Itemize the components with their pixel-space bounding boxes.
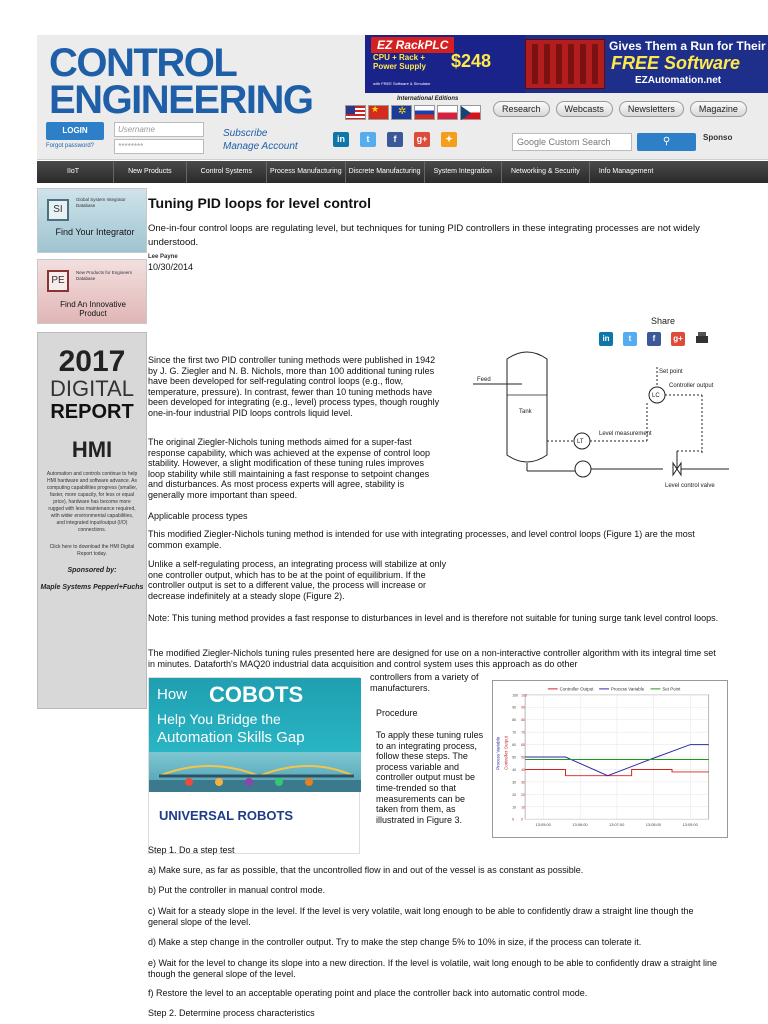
chart-y2-tick-label: 70 <box>521 730 525 735</box>
heading-procedure: Procedure <box>376 708 418 718</box>
report-description: Automation and controls continue to help HMI hardware and software advance. As computing capabilities progress (smaller, faster, more capacity, for less or equal price), hardware has become more rugged with less maintenance required, with wider environmental capabilities, and integrated input/output (I/O) connections. <box>46 471 138 533</box>
pe-subtitle: New Products for Engineers Database <box>76 270 133 281</box>
nav-webcasts[interactable]: Webcasts <box>556 101 613 117</box>
universal-robots-ad[interactable] <box>148 677 360 854</box>
article-date: 10/30/2014 <box>148 262 194 272</box>
figure-1-level-control-diagram <box>457 323 737 489</box>
step-1b: b) Put the controller in manual control mode. <box>148 885 326 895</box>
menu-iiot[interactable]: IIoT <box>37 161 114 183</box>
step-1-heading: Step 1. Do a step test <box>148 845 235 855</box>
chart-y-tick-label: 80 <box>512 718 517 723</box>
international-editions-label: International Editions <box>397 96 459 102</box>
header-social-icons <box>333 132 457 147</box>
chart-y2-tick-label: 0 <box>521 817 524 822</box>
fig1-lc-label: LC <box>652 393 660 399</box>
chart-y-tick-label: 30 <box>512 780 517 785</box>
nav-magazine[interactable]: Magazine <box>690 101 747 117</box>
search-button[interactable] <box>637 133 696 151</box>
password-input[interactable]: ******** <box>114 139 204 154</box>
share-icon[interactable]: ✦ <box>441 132 457 147</box>
chart-y-tick-label: 60 <box>512 743 517 748</box>
chart-y-tick-label: 50 <box>512 755 517 760</box>
paragraph-6: The modified Ziegler-Nichols tuning rules presented here are designed for use on a non-interactive controller algorithm with its integral time set in minutes. Dataforth's MAQ20 industrial data acquisition and control system uses this approach as do other <box>148 648 716 669</box>
page <box>37 35 768 1024</box>
heading-applicable-process-types: Applicable process types <box>148 511 248 521</box>
cobots-how: How <box>157 686 188 703</box>
chart-y2-tick-label: 30 <box>521 780 525 785</box>
chart-y2-tick-label: 40 <box>521 767 525 772</box>
site-logo[interactable] <box>49 43 349 125</box>
chart-x-tick-label: 13:09:00 <box>682 822 698 828</box>
menu-control-systems[interactable]: Control Systems <box>187 161 267 183</box>
menu-discrete-manufacturing[interactable]: Discrete Manufacturing <box>346 161 425 183</box>
fig1-controller-output-label: Controller output <box>669 383 714 389</box>
login-button[interactable]: LOGIN <box>46 122 104 140</box>
report-word: REPORT <box>50 401 134 423</box>
chart-y2-tick-label: 20 <box>521 792 525 797</box>
cobots-line-2: Help You Bridge the <box>157 711 281 727</box>
step-1a: a) Make sure, as far as possible, that the uncontrolled flow in and out of the vessel is as constant as possible. <box>148 865 584 875</box>
google-plus-icon[interactable]: g+ <box>414 132 430 147</box>
fig1-tank-label: Tank <box>519 409 532 415</box>
article-author[interactable]: Lee Payne <box>148 254 178 260</box>
article-lede: One-in-four control loops are regulating level, but techniques for tuning PID controllers in these integrating processes are not widely understood. <box>148 223 700 248</box>
menu-info-management[interactable]: Info Management <box>598 168 654 175</box>
linkedin-icon[interactable]: in <box>333 132 349 147</box>
fig1-set-point-label: Set point <box>659 369 683 375</box>
chart-x-tick-label: 13:08:00 <box>645 822 662 828</box>
step-1c: c) Wait for a steady slope in the level. If the level is very volatile, wait long enough to be able to confidently draw a straight line though the general slope of the level. <box>148 906 694 927</box>
flag-us-icon[interactable] <box>345 105 366 120</box>
chart-y-tick-label: 20 <box>512 792 517 797</box>
si-badge: SI <box>47 199 69 221</box>
username-input[interactable]: Username <box>114 122 204 137</box>
logo-line-1: CONTROL <box>49 41 237 85</box>
report-digital: DIGITAL <box>50 376 134 401</box>
chart-y-tick-label: 0 <box>512 817 515 822</box>
figure-3-trend-chart <box>492 680 728 838</box>
share-linkedin-icon[interactable]: in <box>599 332 613 346</box>
ad-right-panel <box>609 35 768 93</box>
chart-y2-tick-label: 90 <box>521 705 525 710</box>
report-year: 2017 <box>58 345 126 378</box>
twitter-icon[interactable]: t <box>360 132 376 147</box>
si-subtitle: Global System Integrator Database <box>76 197 126 208</box>
article-title: Tuning PID loops for level control <box>148 195 371 211</box>
step-2-heading: Step 2. Determine process characteristics <box>148 1008 315 1018</box>
flag-czech-icon[interactable] <box>460 105 481 120</box>
ad-left-panel <box>365 35 525 93</box>
step-1f: f) Restore the level to an acceptable operating point and place the controller back into automatic control mode. <box>148 988 588 998</box>
logo-line-2: ENGINEERING <box>49 78 313 122</box>
chart-y-tick-label: 70 <box>512 730 517 735</box>
fig1-lt-label: LT <box>577 439 584 445</box>
ad-plc-rack-image <box>525 39 605 89</box>
chart-y2-tick-label: 100 <box>521 693 527 698</box>
chart-y2-tick-label: 50 <box>521 755 525 760</box>
paragraph-7: To apply these tuning rules to an integrating process, follow these steps. The process variable and controller output must be time-trended so that measurements can be taken from them, as illustrated in Figure 3. <box>376 730 484 825</box>
fig1-level-measurement-label: Level measurement <box>599 431 652 437</box>
manage-account-link[interactable]: Manage Account <box>223 141 298 152</box>
nav-newsletters[interactable]: Newsletters <box>619 101 684 117</box>
fig1-feed-label: Feed <box>477 377 491 383</box>
chart-y2-axis-label: Controller Output <box>503 736 509 770</box>
new-products-promo[interactable] <box>37 259 147 324</box>
ad-price: $248 <box>451 51 492 71</box>
chart-x-tick-label: 13:07:00 <box>609 822 625 828</box>
paragraph-1: Since the first two PID controller tuning methods were published in 1942 by J. G. Ziegler and N. B. Nichols, more than 100 additional tuning rules have been developed for self-regulating control loops (e.g., flow, temperature, pressure). In contrast, fewer than 10 tuning methods have been developed for integrating (e.g., level) process types, though roughly one-in-four industrial PID loops controls liquid level. <box>148 355 440 418</box>
menu-system-integration[interactable]: System Integration <box>425 161 502 183</box>
share-google-plus-icon[interactable]: g+ <box>671 332 685 346</box>
chart-y-tick-label: 100 <box>512 693 519 698</box>
ad-fine-print: with FREE Software & Simulator <box>373 81 431 86</box>
subscribe-link[interactable]: Subscribe <box>223 128 268 139</box>
share-facebook-icon[interactable]: f <box>647 332 661 346</box>
chart-y-axis-label: Process Variable <box>495 736 501 770</box>
paragraph-6-continued: controllers from a variety of manufacturers. <box>370 672 479 693</box>
si-title: Find Your Integrator <box>55 227 135 237</box>
report-download-link[interactable]: Click here to download the HMI Digital Report today. <box>49 544 135 557</box>
flag-russia-icon[interactable] <box>414 105 435 120</box>
flag-eu-icon[interactable] <box>391 105 412 120</box>
chart-x-tick-label: 13:05:00 <box>535 822 551 828</box>
paragraph-5: Note: This tuning method provides a fast response to disturbances in level and is therefore not suitable for tuning surge tank level control loops. <box>148 613 719 623</box>
facebook-icon[interactable]: f <box>387 132 403 147</box>
menu-new-products[interactable]: New Products <box>114 161 187 183</box>
share-twitter-icon[interactable]: t <box>623 332 637 346</box>
search-icon: ⚲ <box>662 136 671 147</box>
step-1e: e) Wait for the level to change its slope into a new direction. If the level is volatile, wait long enough to be able to confidently draw a straight line though the general slope of the level. <box>148 958 717 979</box>
report-sponsored-label: Sponsored by: <box>67 567 117 574</box>
forgot-password-link[interactable]: Forgot password? <box>46 143 95 149</box>
site-header <box>37 35 768 160</box>
menu-process-manufacturing[interactable]: Process Manufacturing <box>267 161 346 183</box>
fig1-valve-label: Level control valve <box>665 483 715 489</box>
chart-legend-label: Controller Output <box>559 686 594 692</box>
pe-badge: PE <box>47 270 69 292</box>
sponsor-label: Sponso <box>703 133 733 142</box>
ad-headline: Gives Them a Run for Their <box>609 39 766 53</box>
chart-y2-tick-label: 60 <box>521 743 525 748</box>
chart-y-tick-label: 10 <box>512 805 517 810</box>
edition-flags <box>345 105 481 120</box>
share-label: Share <box>651 316 676 326</box>
ad-headline-2: FREE Software <box>611 53 741 73</box>
top-nav <box>493 101 747 117</box>
ad-brand: EZ RackPLC <box>371 37 454 53</box>
flag-poland-icon[interactable] <box>437 105 458 120</box>
digital-report-ad[interactable] <box>37 332 147 709</box>
main-menu <box>37 161 768 183</box>
paragraph-4: Unlike a self-regulating process, an integrating process will stabilize at only one controller output, which has to be at the point of equilibrium. If the controller output is set to a different value, the process will increase or decrease indefinitely at a steady slope (Figure 2). <box>148 559 447 601</box>
report-sponsor-names: Maple Systems Pepperl+Fuchs <box>40 584 144 591</box>
universal-robots-logo: UNIVERSAL ROBOTS <box>159 808 294 823</box>
ad-offer: CPU + Rack + Power Supply <box>373 53 426 71</box>
step-1d: d) Make a step change in the controller output. Try to make the step change 5% to 10% in size, if the process can tolerate it. <box>148 937 642 947</box>
ezautomation-ad[interactable] <box>365 35 768 93</box>
paragraph-2: The original Ziegler-Nichols tuning methods aimed for a super-fast response capability, which was achieved at the expense of control loop stability. However, a slight modification of these tuning rules improves loop stability while still maintaining a fast response to setpoint changes and disturbances. As most process experts will agree, stability is generally more important than speed. <box>148 437 431 500</box>
pe-title: Find An Innovative Product <box>60 300 126 318</box>
nav-research[interactable]: Research <box>493 101 550 117</box>
cobots-bridge-illustration <box>149 752 361 792</box>
chart-y-tick-label: 90 <box>512 705 517 710</box>
search-input[interactable]: Google Custom Search <box>512 133 632 151</box>
chart-legend-label: Set Point <box>662 686 681 692</box>
system-integrator-promo[interactable] <box>37 188 147 253</box>
cobots-title: COBOTS <box>209 682 304 707</box>
menu-networking-security[interactable]: Networking & Security <box>502 161 590 183</box>
paragraph-3: This modified Ziegler-Nichols tuning method is intended for use with integrating processes, and level control loops (Figure 1) are the most common example. <box>148 529 695 550</box>
cobots-line-3: Automation Skills Gap <box>157 729 305 746</box>
report-topic: HMI <box>71 437 113 462</box>
chart-legend-label: Process Variable <box>610 686 645 692</box>
chart-y-tick-label: 40 <box>512 767 517 772</box>
flag-china-icon[interactable] <box>368 105 389 120</box>
chart-y2-tick-label: 80 <box>521 718 525 723</box>
ad-site: EZAutomation.net <box>635 75 722 86</box>
chart-x-tick-label: 13:06:00 <box>572 822 588 828</box>
chart-y2-tick-label: 10 <box>521 805 525 810</box>
